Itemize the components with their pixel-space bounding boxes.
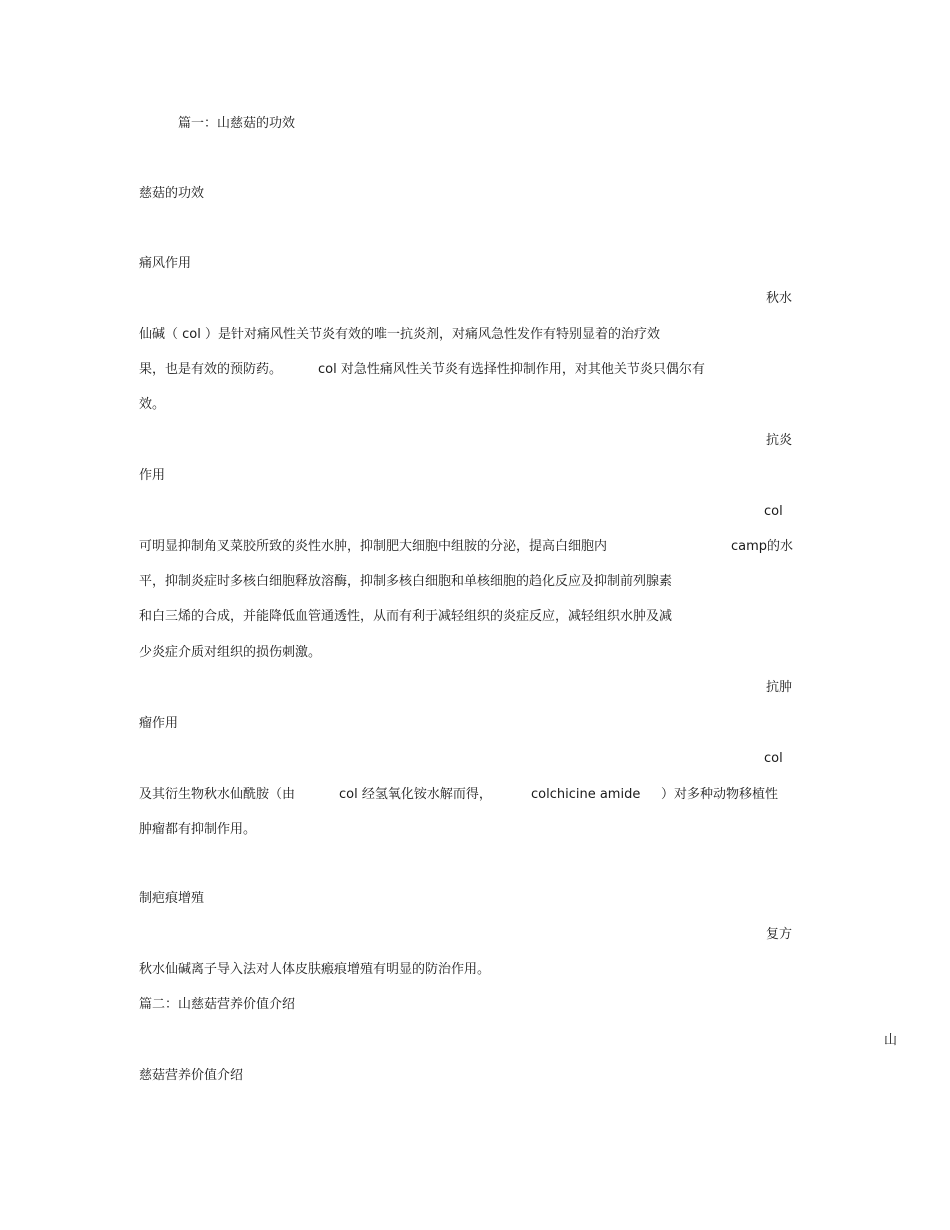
gout-title: 痛风作用 <box>139 256 192 271</box>
chapter-heading-1: 篇一：山慈菇的功效 <box>178 116 296 131</box>
gout-line-2a: 果，也是有效的预防药。 <box>139 362 283 377</box>
anti-tumor-line-2: 肿瘤都有抑制作用。 <box>139 822 257 837</box>
anti-inflammatory-line-3: 和白三烯的合成，并能降低血管通透性，从而有利于减轻组织的炎症反应，减轻组织水肿及减 <box>139 609 673 624</box>
gout-line-3: 效。 <box>139 397 166 412</box>
anti-tumor-line-1a: 及其衍生物秋水仙酰胺（由 <box>139 787 296 802</box>
anti-inflammatory-line-1b: camp的水 <box>731 539 794 554</box>
gout-line-1: 仙碱（ col ）是针对痛风性关节炎有效的唯一抗炎剂，对痛风急性发作有特别显着的治疗效 <box>139 327 660 342</box>
nutrition-lead: 山 <box>884 1033 898 1048</box>
scar-title: 制疤痕增殖 <box>139 891 205 906</box>
nutrition-line-1: 慈菇营养价值介绍 <box>139 1068 244 1083</box>
anti-tumor-lead-2: col <box>764 751 783 766</box>
anti-inflammatory-line-2: 平，抑制炎症时多核白细胞释放溶酶，抑制多核白细胞和单核细胞的趋化反应及抑制前列腺素 <box>139 574 673 589</box>
scar-lead: 复方 <box>766 927 793 942</box>
section-subtitle: 慈菇的功效 <box>139 186 205 201</box>
anti-tumor-line-1c: colchicine amide <box>531 787 641 802</box>
scar-line-1: 秋水仙碱离子导入法对人体皮肤瘢痕增殖有明显的防治作用。 <box>139 962 491 977</box>
anti-tumor-title: 瘤作用 <box>139 716 179 731</box>
anti-inflammatory-line-4: 少炎症介质对组织的损伤刺激。 <box>139 645 322 660</box>
gout-line-2b: col 对急性痛风性关节炎有选择性抑制作用，对其他关节炎只偶尔有 <box>318 362 705 377</box>
anti-inflammatory-lead-2: col <box>764 504 783 519</box>
anti-inflammatory-lead: 抗炎 <box>766 433 793 448</box>
anti-tumor-line-1d: ）对多种动物移植性 <box>661 787 779 802</box>
anti-tumor-lead: 抗肿 <box>766 680 793 695</box>
anti-tumor-line-1b: col 经氢氧化铵水解而得， <box>339 787 492 802</box>
anti-inflammatory-line-1a: 可明显抑制角叉菜胶所致的炎性水肿，抑制肥大细胞中组胺的分泌，提高白细胞内 <box>139 539 608 554</box>
anti-inflammatory-title: 作用 <box>139 468 166 483</box>
chapter-heading-2: 篇二：山慈菇营养价值介绍 <box>139 997 296 1012</box>
gout-lead: 秋水 <box>766 291 793 306</box>
